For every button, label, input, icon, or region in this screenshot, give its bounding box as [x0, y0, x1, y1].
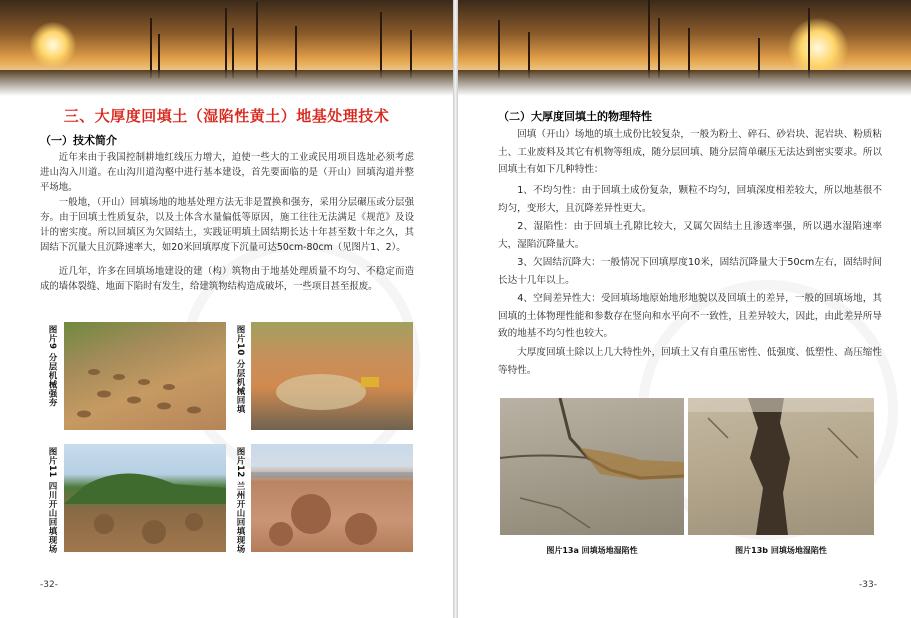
caption-photo-13a: 图片13a 回填场地湿陷性: [546, 546, 638, 555]
physics-item-3: 3、欠固结沉降大：一般情况下回填厚度10米，固结沉降量大于50cm左右，固结时间长达十几年以上。: [498, 257, 882, 286]
caption-photo-12: 图片12 兰州开山回填现场: [235, 447, 245, 554]
photo-collapsibility-b: [688, 398, 874, 535]
caption-photo-9: 图片9 分层机械强夯: [47, 325, 57, 407]
physics-item-1: 1、不均匀性：由于回填土成份复杂，颗粒不均匀，回填深度相差较大，所以地基很不均匀，变形大，且沉降差异性更大。: [498, 185, 882, 214]
photo-lanzhou-backfill: [251, 444, 413, 552]
left-page: [0, 0, 453, 618]
physics-item-2: 2、湿陷性：由于回填土孔隙比较大，又属欠固结土且渗透率强，所以遇水湿陷速率大，湿陷沉降量大。: [498, 221, 882, 250]
caption-photo-10: 图片10 分层机械回填: [235, 325, 245, 414]
caption-photo-11: 图片11 四川开山回填现场: [47, 447, 57, 554]
photo-collapsibility-a: [500, 398, 684, 535]
page-number-right: -33-: [859, 580, 877, 590]
photo-layered-backfill: [251, 322, 413, 430]
physics-paragraph-intro: 回填（开山）场地的填土成份比较复杂，一般为粉土、碎石、砂岩块、泥岩块、粉质粘土、工业废料及其它有机物等组成，随分层回填、随分层简单碾压无法达到密实要求。所以回填土有如下几种特性：: [498, 129, 882, 175]
photo-dynamic-compaction: [64, 322, 226, 430]
section-heading-right: （二）大厚度回填土的物理特性: [498, 110, 652, 123]
intro-paragraph-3: 近几年，许多在回填场地建设的建（构）筑物由于地基处理质量不均匀、不稳定而造成的墙体裂缝、地面下陷时有发生，给建筑物结构造成破坏，一些项目甚至报废。: [40, 266, 414, 292]
intro-paragraph-2: 一般地，（开山）回填场地的地基处理方法无非是置换和强夯，采用分层碾压或分层强夯。由于回填土性质复杂，以及土体含水量偏低等原因，施工往往无法满足《规范》及设计的密实度。所以回填区为欠固结土，实践证明填土固结期长达十年甚至数十年之久，其固结下沉量大且沉降速率大，如20米回填厚度下沉量可达50cm-80cm（见图片1、2）。: [40, 197, 414, 253]
photo-sichuan-backfill: [64, 444, 226, 552]
physics-summary: 大厚度回填土除以上几大特性外，回填土又有自重压密性、低强度、低塑性、高压缩性等特性。: [498, 347, 882, 376]
sunset-banner-right: [458, 0, 911, 96]
intro-paragraph-1: 近年来由于我国控制耕地红线压力增大，迫使一些大的工业或民用项目选址必须考虑进山沟入川道。在山沟川道沟壑中进行基本建设，首先要面临的是（开山）回填沟道并整平场地。: [40, 152, 414, 193]
caption-photo-13b: 图片13b 回填场地湿陷性: [735, 546, 827, 555]
section-heading: （一）技术简介: [40, 134, 117, 147]
right-page: [458, 0, 911, 618]
page-number-left: -32-: [40, 580, 58, 590]
page-title: 三、大厚度回填土（湿陷性黄土）地基处理技术: [63, 107, 390, 125]
sunset-banner: [0, 0, 453, 96]
physics-item-4: 4、空间差异性大：受回填场地原始地形地貌以及回填土的差异，一般的回填场地，其回填的土体物理性能和参数存在竖向和水平向不一致性，且差异较大，因此，由此差异所导致的地基不均匀性也较大。: [498, 293, 882, 339]
